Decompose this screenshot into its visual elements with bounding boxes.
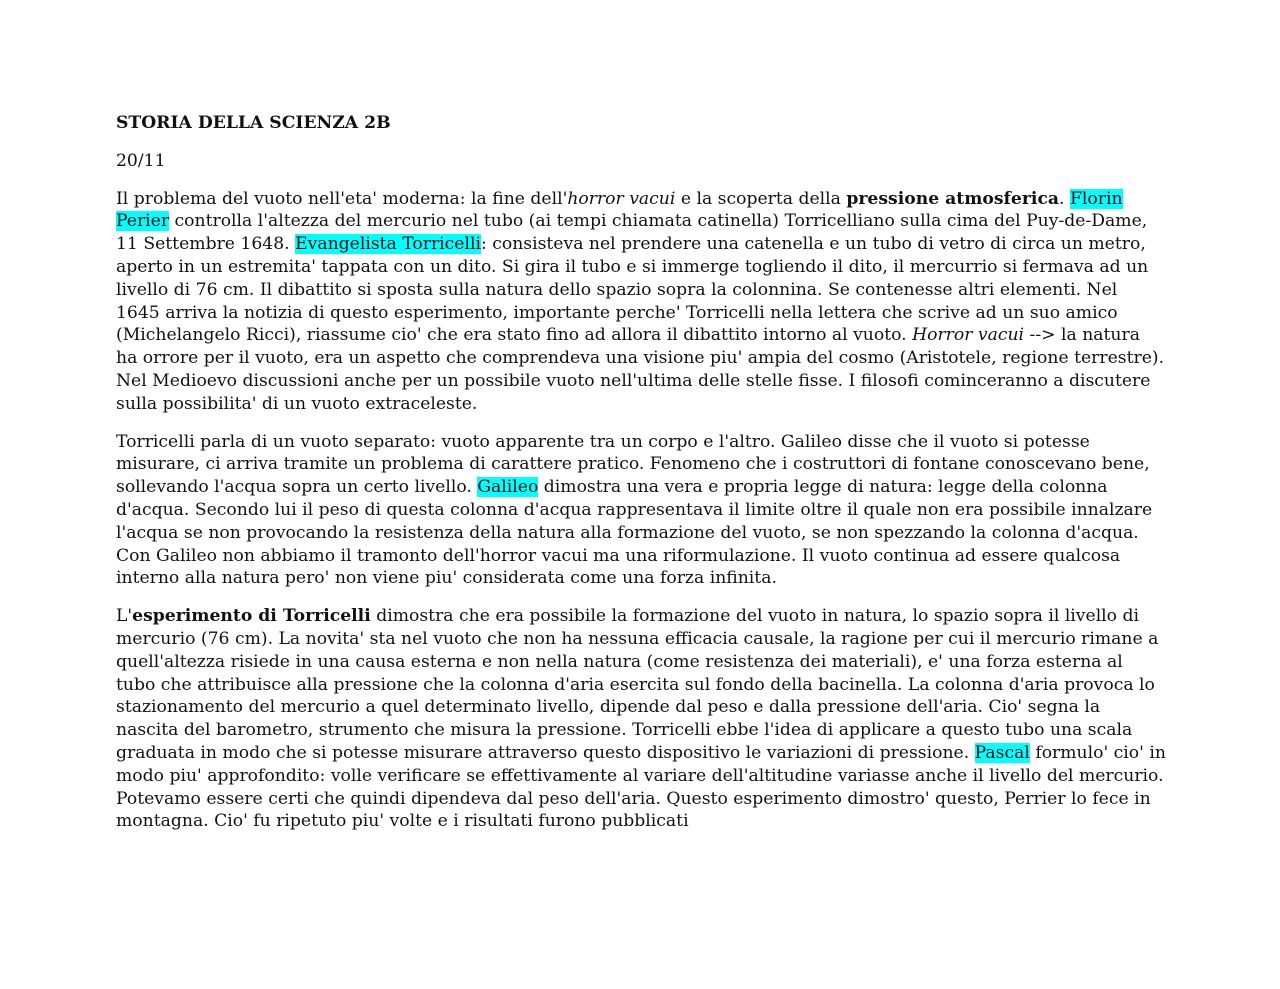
text-run: L' [116,606,133,627]
document-title: STORIA DELLA SCIENZA 2B [116,113,391,133]
document-page [116,112,1166,848]
highlight-florin-perier: Florin Perier [116,188,1123,232]
paragraph-esperimento-torricelli [116,605,1166,833]
text-run: dimostra che era possibile la formazione del vuoto in natura, lo spazio sopra il livello di mercurio (76 cm). La novita' sta nel vuoto che non ha nessuna efficacia causale, la ragione per cui il mercurio rimane a quell'altezza risiede in una causa esterna e non nella natura (come resistenza dei materiali), e' una forza esterna al tubo che attribuisce alla pressione che la colonna d'aria esercita sul fondo della bacinella. La colonna d'aria provoca lo stazionamento del mercurio a quel determinato livello, dipende dal peso e dalla pressione dell'aria. Cio' segna la nascita del barometro, strumento che misura la pressione. Torricelli ebbe l'idea di applicare a questo tubo una scala graduata in modo che si potesse misurare attraverso questo dispositivo le variazioni di pressione. [116,606,1159,763]
italic-term: Horror vacui [912,325,1025,346]
paragraph-vuoto-separato [116,431,1166,591]
paragraph-vuoto-moderno [116,188,1166,416]
highlight-galileo: Galileo [477,477,539,498]
text-run: . [1059,188,1070,209]
text-run: --> la natura ha orrore per il vuoto, era un aspetto che comprendeva una visione piu' ampia del cosmo (Aristotele, regione terrestre). Nel Medioevo discussioni anche per un possibile vuoto nell'ultima delle stelle fisse. I filosofi cominceranno a discutere sulla possibilita' di un vuoto extraceleste. [116,325,1165,414]
text-run: formulo' cio' in modo piu' approfondito: volle verificare se effettivamente al variare dell'altitudine variasse anche il livello del mercurio. Potevamo essere certi che quindi dipendeva dal peso dell'aria. Questo esperimento dimostro' questo, Perrier lo fece in montagna. Cio' fu ripetuto piu' volte e i risultati furono pubblicati [116,742,1166,832]
text-run: controlla l'altezza del mercurio nel tubo (ai tempi chiamata catinella) Torricelliano sulla cima del Puy-de-Dame, 11 Settembre 1648. [116,211,1148,255]
text-run: Torricelli parla di un vuoto separato: vuoto apparente tra un corpo e l'altro. Galileo disse che il vuoto si potesse misurare, ci arriva tramite un problema di carattere pratico. Fenomeno che i costruttori di fontane conoscevano bene, sollevando l'acqua sopra un certo livello. [116,431,1150,498]
italic-term: horror vacui [567,188,676,209]
bold-term: esperimento di Torricelli [132,606,371,627]
highlight-evangelista-torricelli: Evangelista Torricelli [295,234,481,255]
text-run: Il problema del vuoto nell'eta' moderna: la fine dell' [116,188,568,209]
highlight-pascal: Pascal [974,742,1030,763]
text-run: dimostra una vera e propria legge di natura: legge della colonna d'acqua. Secondo lui il peso di questa colonna d'acqua rappresentava il limite oltre il quale non era possibile innalzare l'acqua se non provocando la resistenza della natura alla formazione del vuoto, se non spezzando la colonna d'acqua. Con Galileo non abbiamo il tramonto dell'horror vacui ma una riformulazione. Il vuoto continua ad essere qualcosa interno alla natura pero' non viene piu' considerata come una forza infinita. [116,477,1153,589]
text-run: : consisteva nel prendere una catenella e un tubo di vetro di circa un metro, aperto in un estremita' tappata con un dito. Si gira il tubo e si immerge togliendo il dito, il mercurrio si fermava ad un livello di 76 cm. Il dibattito si sposta sulla natura dello spazio sopra la colonnina. Se contenesse altri elementi. Nel 1645 arriva la notizia di questo esperimento, importante perche' Torricelli nella lettera che scrive ad un suo amico (Michelangelo Ricci), riassume cio' che era stato fino ad allora il dibattito intorno al vuoto. [116,234,1149,346]
document-date: 20/11 [116,150,166,171]
text-run: e la scoperta della [675,188,847,209]
bold-term: pressione atmosferica [846,188,1060,209]
